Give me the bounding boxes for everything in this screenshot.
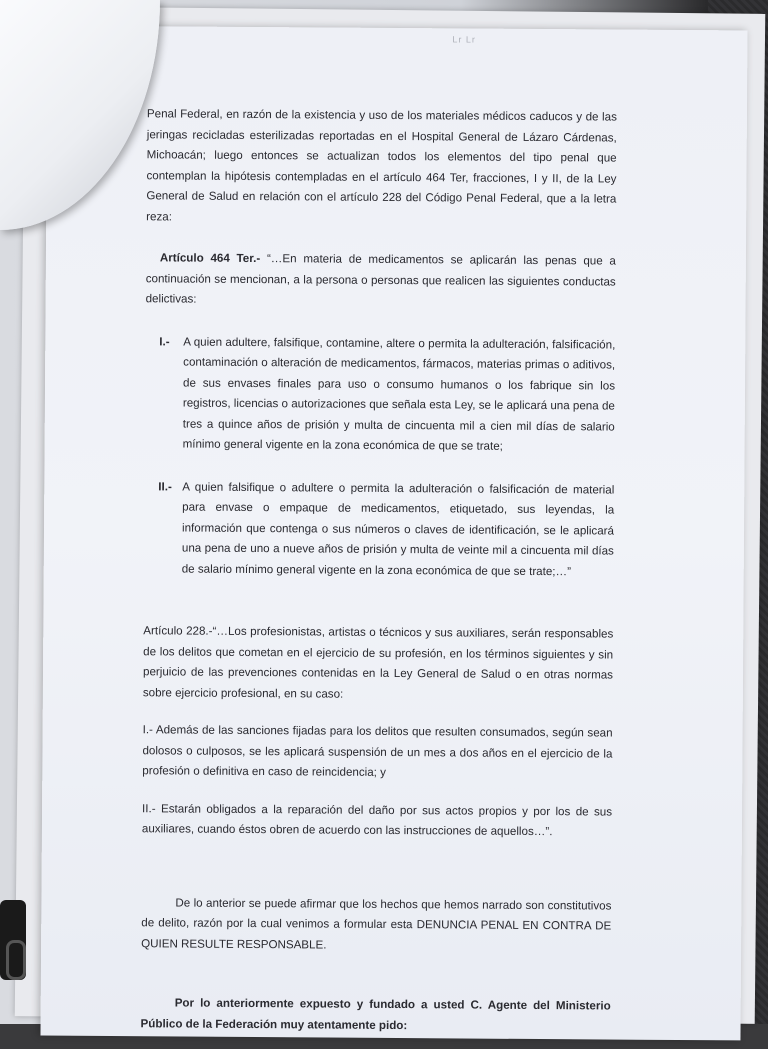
article-464-text: “…En materia de medicamentos se aplicarán las penas que a continuación se mencionan, a la persona o personas que realicen las siguientes conductas delictivas: [145, 252, 616, 306]
article-228-fraction-2: II.- Estarán obligados a la reparación del daño por sus actos propios y por los de sus auxiliares, cuando éstos obren de acuerdo con las instrucciones de aquellos…”. [141, 801, 613, 839]
article-464-label: Artículo 464 Ter.- [159, 251, 261, 266]
document-page [40, 26, 747, 1041]
article-464-fraction-1 [159, 332, 616, 458]
article-228-fraction-1: I.- Además de las sanciones fijadas para los delitos que resulten consumados, según sean dolosos o culposos, se les aplicará suspensión de un mes a dos años en el ejercicio de la profesión o definitiva en caso de reincidencia; y [142, 723, 613, 779]
conclusion-paragraph: De lo anterior se puede afirmar que los hechos que hemos narrado son constitutivos de delito, razón por la cual venimos a formular esta DENUNCIA PENAL EN CONTRA DE QUIEN RESULTE RESPONSABLE. [141, 895, 612, 952]
fraction-number: II.- [158, 479, 172, 493]
fraction-text: A quien falsifique o adultere o permita la adulteración o falsificación de material para envase o empaque de medicamentos, etiquetado, sus leyendas, la información que contenga o sus números o claves de identificación, se le aplicará una pena de uno a nueve años de prisión y multa de veinte mil a cincuenta mil días de salario mínimo general vigente en la zona económica de que se trate;…” [181, 480, 615, 578]
intro-paragraph: Penal Federal, en razón de la existencia y uso de los materiales médicos caducos y de las jeringas recicladas esterilizadas reportadas en el Hospital General de Lázaro Cárdenas, Michoacán; luego entonces se actualizan todos los elementos del tipo penal que contemplan la hipótesis contempladas en el artículo 464 Ter, fracciones, I y II, de la Ley General de Salud en relación con el artículo 228 del Código Penal Federal, que a la letra reza: [146, 107, 617, 223]
page-header-ghost: Lr Lr [452, 34, 476, 45]
binder-clip-icon [0, 900, 26, 980]
closing-paragraph: Por lo anteriormente expuesto y fundado a usted C. Agente del Ministerio Público de la Federación muy atentamente pido: [140, 996, 611, 1032]
fraction-text: A quien adultere, falsifique, contamine, altere o permita la adulteración, falsificación, contaminación o alteración de medicamentos, fármacos, materias primas o aditivos, de sus envases finales para uso o consumo humanos o los fabrique sin los registros, licencias o autorizaciones que señala esta Ley, se le aplicará una pena de tres a quince años de prisión y multa de cincuenta mil a cien mil días de salario mínimo general vigente en la zona económica de que se trate; [182, 335, 616, 453]
document-body [140, 104, 617, 1048]
article-228-paragraph: Artículo 228.-“…Los profesionistas, artistas o técnicos y sus auxiliares, serán responsables de los delitos que cometan en el ejercicio de su profesión, en los términos siguientes y sin perjuicio de las prevenciones contenidas en la Ley General de Salud o en otras normas sobre ejercicio profesional, en su caso: [142, 624, 614, 701]
article-464-intro [146, 248, 616, 313]
fraction-number: I.- [159, 334, 170, 348]
article-464-fraction-2 [158, 477, 615, 583]
